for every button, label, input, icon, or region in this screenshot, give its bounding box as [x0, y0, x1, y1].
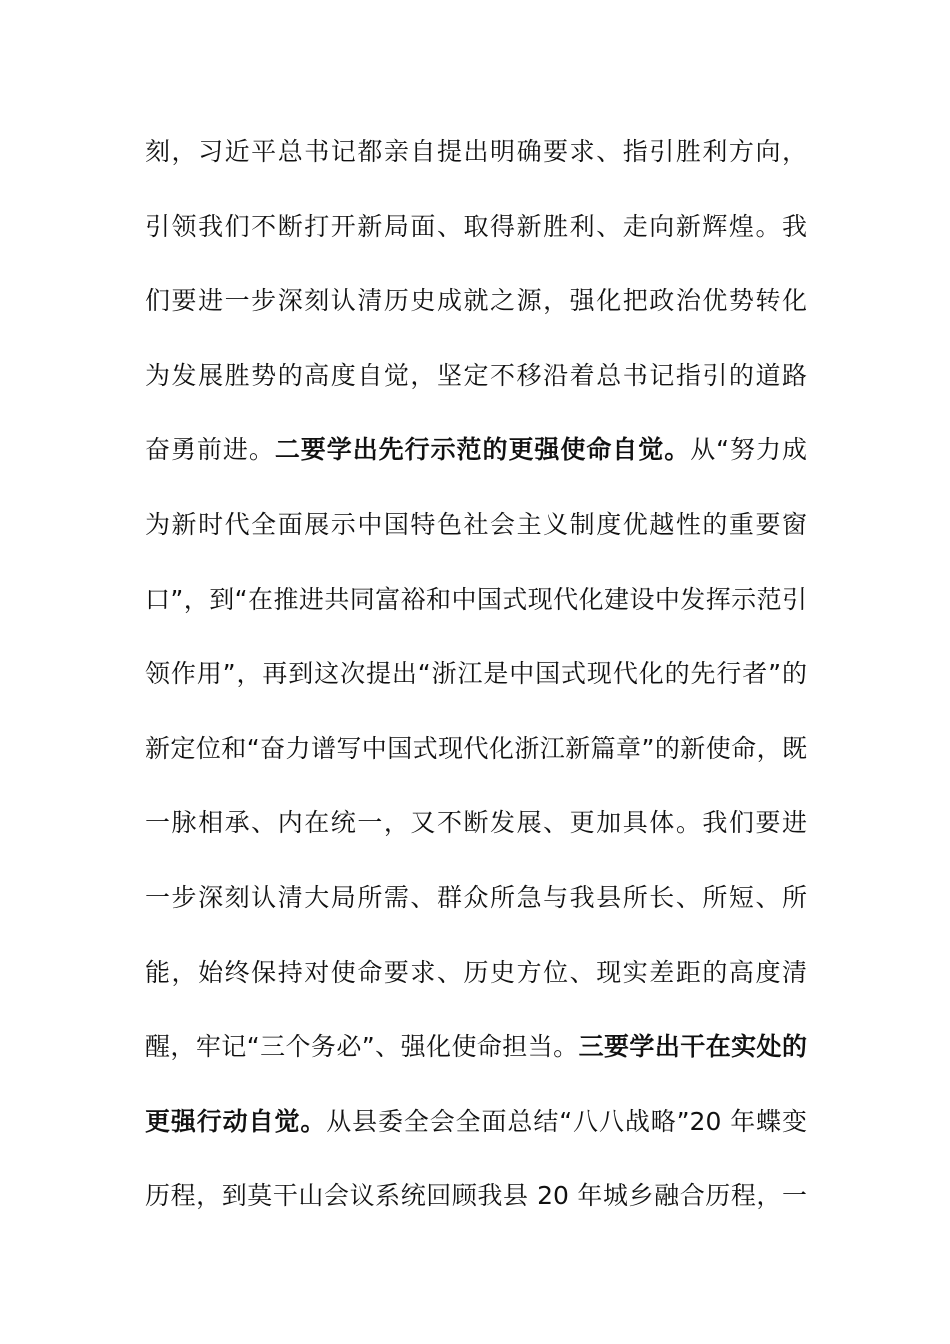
text-segment: 们要进一步深刻认清历史成就之源，强化把政治优势转化 [145, 286, 807, 316]
text-segment: 领作用”，再到这次提出“浙江是中国式现代化的先行者”的 [145, 659, 807, 689]
text-line [145, 1176, 807, 1216]
text-segment: 一步深刻认清大局所需、群众所急与我县所长、所短、所 [145, 883, 807, 912]
text-line [145, 505, 807, 545]
text-segment: 为发展胜势的高度自觉，坚定不移沿着总书记指引的道路 [145, 360, 807, 390]
text-line [145, 1027, 807, 1067]
text-segment: 从“努力成 [690, 435, 807, 465]
text-line [145, 430, 807, 470]
text-line [145, 281, 807, 321]
text-line [145, 356, 807, 396]
text-line [145, 729, 807, 769]
text-line [145, 953, 807, 993]
text-segment: 口”，到“在推进共同富裕和中国式现代化建设中发挥示范引 [145, 584, 807, 614]
text-line [145, 1102, 807, 1142]
bold-text-segment: 三要学出干在实处的 [578, 1032, 807, 1062]
text-segment: 奋勇前进。 [145, 435, 275, 465]
text-line [145, 580, 807, 620]
bold-text-segment: 二要学出先行示范的更强使命自觉。 [274, 435, 691, 465]
text-line [145, 207, 807, 247]
text-segment: 为新时代全面展示中国特色社会主义制度优越性的重要窗 [145, 510, 807, 539]
text-segment: 引领我们不断打开新局面、取得新胜利、走向新辉煌。我 [145, 211, 807, 241]
text-segment: 历程，到莫干山会议系统回顾我县 20 年城乡融合历程，一 [145, 1181, 807, 1211]
text-line [145, 878, 807, 918]
text-segment: 能，始终保持对使命要求、历史方位、现实差距的高度清 [145, 957, 807, 987]
text-segment: 刻，习近平总书记都亲自提出明确要求、指引胜利方向， [145, 137, 807, 166]
text-segment: 新定位和“奋力谱写中国式现代化浙江新篇章”的新使命，既 [145, 733, 807, 763]
text-segment: 从县委全会全面总结“八八战略”20 年蝶变 [326, 1106, 807, 1136]
text-line [145, 654, 807, 694]
text-segment: 醒，牢记“三个务必”、强化使命担当。 [145, 1032, 579, 1062]
text-line [145, 803, 807, 843]
text-segment: 一脉相承、内在统一，又不断发展、更加具体。我们要进 [145, 808, 807, 838]
text-line [145, 132, 807, 172]
bold-text-segment: 更强行动自觉。 [145, 1106, 327, 1136]
